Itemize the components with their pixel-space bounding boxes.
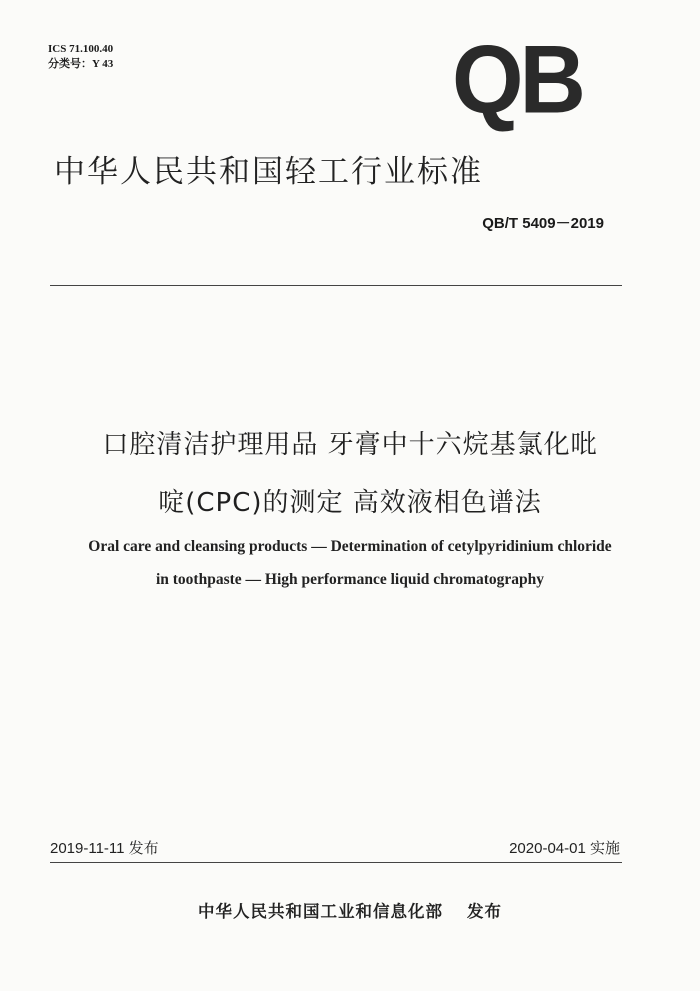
classification-code: 分类号：Y 43 — [48, 58, 114, 70]
issuer-action: 发布 — [467, 902, 502, 921]
standard-number: QB/T 5409－2019 — [482, 215, 604, 232]
ics-info — [48, 42, 113, 72]
ics-code: ICS 71.100.40 — [48, 43, 114, 55]
chinese-title-line2: 啶(CPC)的测定 高效液相色谱法 — [158, 488, 542, 518]
qb-logo: QB — [452, 26, 582, 134]
english-title-line2: in toothpaste — High performance liquid chromatography — [155, 571, 545, 588]
top-divider — [50, 285, 622, 286]
issue-date: 2019-11-11 发布 — [50, 840, 159, 857]
issuer-line — [0, 898, 700, 922]
issuer-name: 中华人民共和国工业和信息化部 — [198, 902, 443, 921]
bottom-divider — [50, 862, 622, 863]
standard-title: 中华人民共和国轻工行业标准 — [54, 154, 483, 190]
chinese-title-line1: 口腔清洁护理用品 牙膏中十六烷基氯化吡 — [102, 430, 598, 460]
implementation-date: 2020-04-01 实施 — [509, 840, 620, 857]
english-title-line1: Oral care and cleansing products — Determination of cetylpyridinium chloride — [88, 538, 612, 555]
